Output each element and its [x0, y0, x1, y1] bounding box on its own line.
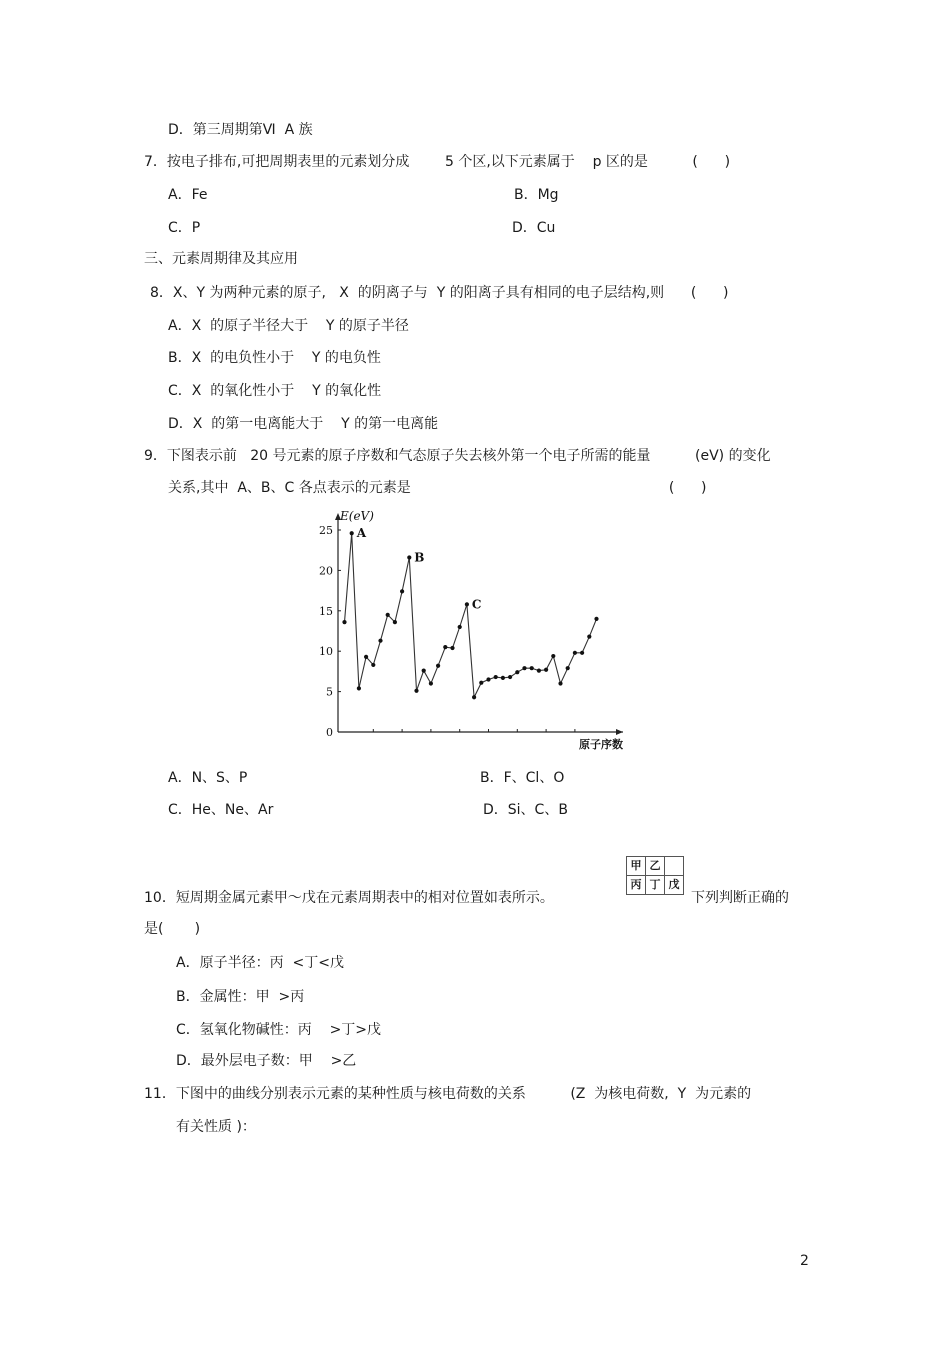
- question-7: 7．按电子排布,可把周期表里的元素划分成 5 个区,以下元素属于 p 区的是 ( ): [144, 154, 731, 170]
- data-point: [573, 651, 577, 655]
- question-10-cont2: 是( ): [144, 921, 201, 937]
- x-axis-label: 原子序数: [579, 738, 623, 751]
- data-point: [371, 663, 375, 667]
- data-point: [580, 651, 584, 655]
- option-7d: D．Cu: [512, 220, 556, 236]
- cell-jia: 甲: [627, 857, 646, 876]
- data-point: [587, 635, 591, 639]
- option-8b: B．X 的电负性小于 Y 的电负性: [168, 350, 381, 366]
- y-tick-label: 5: [326, 685, 333, 699]
- y-tick-label: 25: [319, 524, 333, 537]
- option-9c: C．He、Ne、Ar: [168, 802, 274, 818]
- data-point: [364, 655, 368, 659]
- data-point: [486, 677, 490, 681]
- question-10: 10．短周期金属元素甲～戊在元素周期表中的相对位置如表所示。: [144, 890, 554, 906]
- data-point: [558, 681, 562, 685]
- data-point: [357, 686, 361, 690]
- series-line: [345, 533, 597, 697]
- cell-ding: 丁: [646, 876, 665, 895]
- cell-empty: [665, 857, 684, 876]
- data-point: [537, 668, 541, 672]
- y-axis-label: E(eV): [340, 509, 374, 523]
- data-point: [530, 666, 534, 670]
- option-10d: D．最外层电子数：甲 >乙: [176, 1053, 357, 1069]
- page-number: 2: [800, 1253, 809, 1269]
- option-10b: B．金属性：甲 >丙: [176, 989, 305, 1005]
- data-point: [501, 676, 505, 680]
- option-7c: C．P: [168, 220, 201, 236]
- ionization-energy-chart: [310, 505, 630, 755]
- data-point: [465, 602, 469, 606]
- y-tick-label: 15: [319, 604, 333, 618]
- periodic-position-table: [626, 856, 684, 895]
- data-point: [551, 654, 555, 658]
- data-point: [479, 681, 483, 685]
- data-point: [544, 668, 548, 672]
- cell-wu: 戊: [665, 876, 684, 895]
- question-9: 9．下图表示前 20 号元素的原子序数和气态原子失去核外第一个电子所需的能量 (eV) 的变化: [144, 448, 771, 464]
- question-10-cont: 下列判断正确的: [691, 890, 789, 906]
- data-point: [472, 695, 476, 699]
- data-point: [393, 620, 397, 624]
- question-8: 8．X、Y 为两种元素的原子, X 的阴离子与 Y 的阳离子具有相同的电子层结构,则 ( ): [150, 285, 729, 301]
- option-10a: A．原子半径：丙 <丁<戊: [176, 955, 344, 971]
- option-10c: C．氢氧化物碱性：丙 >丁>戊: [176, 1022, 382, 1038]
- option-9d: D．Si、C、B: [483, 802, 568, 818]
- question-11-cont: 有关性质 )：: [176, 1119, 256, 1135]
- option-8c: C．X 的氧化性小于 Y 的氧化性: [168, 383, 382, 399]
- data-point: [515, 670, 519, 674]
- data-point: [566, 666, 570, 670]
- x-axis-arrow: [616, 729, 623, 735]
- data-point: [494, 675, 498, 679]
- option-8d: D．X 的第一电离能大于 Y 的第一电离能: [168, 416, 439, 432]
- point-label-c: C: [471, 597, 482, 612]
- y-tick-label: 20: [319, 564, 333, 578]
- data-point: [422, 668, 426, 672]
- cell-yi: 乙: [646, 857, 665, 876]
- y-tick-label: 0: [326, 726, 333, 739]
- data-point: [594, 617, 598, 621]
- data-point: [350, 531, 354, 535]
- section-heading: 三、元素周期律及其应用: [144, 251, 298, 267]
- data-point: [342, 620, 346, 624]
- chart-svg: [310, 505, 630, 755]
- data-point: [443, 645, 447, 649]
- data-point: [429, 681, 433, 685]
- option-7b: B．Mg: [514, 187, 559, 203]
- data-point: [400, 589, 404, 593]
- data-point: [508, 675, 512, 679]
- question-11: 11．下图中的曲线分别表示元素的某种性质与核电荷数的关系 (Z 为核电荷数, Y 为元素的: [144, 1086, 752, 1102]
- option-8a: A．X 的原子半径大于 Y 的原子半径: [168, 318, 409, 334]
- data-point: [386, 613, 390, 617]
- option-7a: A．Fe: [168, 187, 208, 203]
- data-point: [458, 625, 462, 629]
- option-9a: A．N、S、P: [168, 770, 248, 786]
- data-point: [414, 689, 418, 693]
- point-label-a: A: [356, 526, 367, 541]
- cell-bing: 丙: [627, 876, 646, 895]
- question-9-cont: 关系,其中 A、B、C 各点表示的元素是 ( ): [168, 480, 707, 496]
- data-point: [522, 666, 526, 670]
- data-point: [378, 639, 382, 643]
- y-tick-label: 10: [319, 645, 333, 659]
- point-label-b: B: [414, 550, 425, 565]
- data-point: [450, 646, 454, 650]
- data-point: [407, 555, 411, 559]
- data-point: [436, 664, 440, 668]
- option-7d-prev: D．第三周期第Ⅵ A 族: [168, 122, 313, 138]
- option-9b: B．F、Cl、O: [480, 770, 565, 786]
